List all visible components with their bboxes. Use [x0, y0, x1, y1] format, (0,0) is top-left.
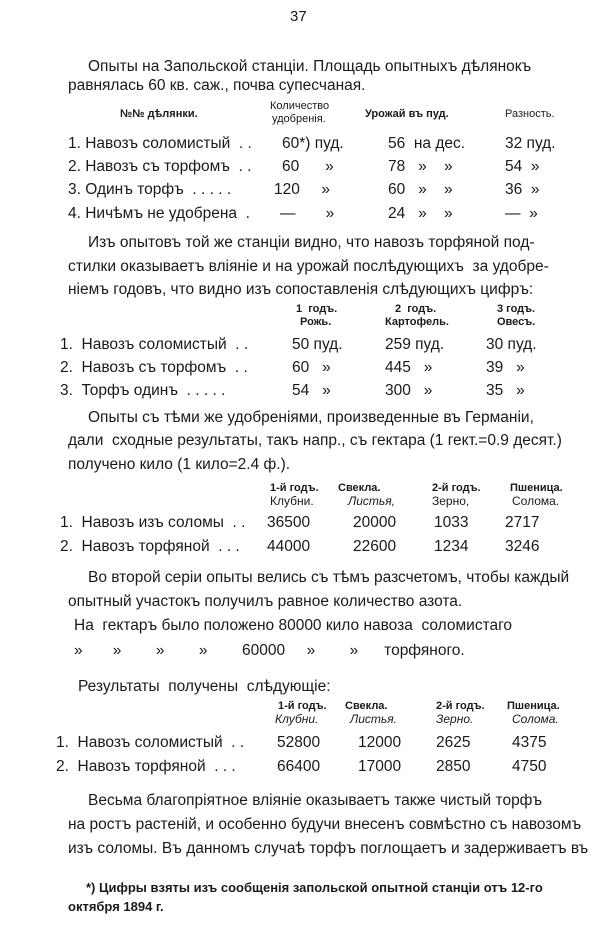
table-header: 1-й годъ.	[278, 700, 327, 712]
text-line: получено кило (1 кило=2.4 ф.).	[68, 456, 291, 473]
table-header: Свекла.	[345, 700, 388, 712]
row-label: 3. Торфъ одинъ . . . . .	[60, 382, 226, 399]
table-header: Пшеница.	[507, 700, 560, 712]
cell: 1033	[434, 514, 469, 531]
table-header: 2 годъ.	[395, 303, 437, 315]
table-header: Клубни.	[270, 494, 314, 508]
table-header: Зерно,	[432, 494, 470, 508]
table-header: Овесъ.	[497, 316, 536, 328]
cell: 2850	[436, 758, 471, 775]
table-header: Урожай въ пуд.	[365, 108, 449, 120]
cell: 4750	[512, 758, 547, 775]
text-line: На гектаръ было положено 80000 кило навоза соломистаго	[74, 617, 513, 634]
row-label: 2. Навозъ торфяной . . .	[56, 758, 236, 775]
cell: 60*) пуд.	[282, 135, 344, 152]
cell: 445 »	[385, 359, 433, 376]
cell: 2717	[505, 514, 540, 531]
text-line: Изъ опытовъ той же станціи видно, что навозъ торфяной под-	[88, 234, 535, 251]
row-label: 1. Навозъ изъ соломы . .	[60, 514, 246, 531]
text-line: дали сходные результаты, такъ напр., съ гектара (1 гект.=0.9 десят.)	[68, 432, 562, 449]
cell: 66400	[277, 758, 321, 775]
cell: 50 пуд.	[292, 336, 343, 353]
cell: — »	[280, 205, 335, 222]
table-header: Листья.	[350, 712, 397, 726]
cell: 36500	[267, 514, 311, 531]
table-header: Солома.	[512, 712, 559, 726]
cell: 35 »	[486, 382, 525, 399]
cell: 2625	[436, 734, 471, 751]
cell: 44000	[267, 538, 311, 555]
table-header: Пшеница.	[510, 482, 563, 494]
table-header: 1 годъ.	[296, 303, 338, 315]
text-line: Весьма благопріятное вліяніе оказываетъ также чистый торфъ	[88, 792, 543, 809]
table-header: 3 годъ.	[497, 303, 536, 315]
table-header: Клубни.	[275, 712, 319, 726]
cell: 36 »	[505, 181, 540, 198]
cell: 12000	[358, 734, 402, 751]
cell: 56 на дес.	[388, 135, 466, 152]
page-number: 37	[290, 8, 307, 25]
table-header: 2-й годъ.	[436, 700, 485, 712]
row-label: 4. Ничѣмъ не удобрена .	[68, 205, 250, 222]
text-line: на ростъ растеній, и особенно будучи внесенъ совмѣстно съ навозомъ	[68, 816, 582, 833]
text-line: » » » » 60000 » » торфяного.	[74, 642, 465, 659]
cell: 30 пуд.	[486, 336, 537, 353]
row-label: 1. Навозъ соломистый . .	[60, 336, 249, 353]
cell: 4375	[512, 734, 547, 751]
text-line: Во второй серіи опыты велись съ тѣмъ разсчетомъ, чтобы каждый	[88, 569, 570, 586]
table-header: 2-й годъ.	[432, 482, 481, 494]
cell: 3246	[505, 538, 540, 555]
cell: 54 »	[292, 382, 331, 399]
footnote-line: *) Цифры взяты изъ сообщенія запольской опытной станціи отъ 12-го	[86, 880, 543, 895]
cell: 54 »	[505, 158, 540, 175]
table-header: Свекла.	[338, 482, 381, 494]
cell: 60 »	[292, 359, 331, 376]
table-header: Количество	[270, 100, 330, 112]
text-line: Опыты съ тѣми же удобреніями, произведенные въ Германіи,	[88, 409, 534, 426]
paragraph-6: Результаты получены слѣдующіе:	[78, 678, 331, 695]
cell: 20000	[353, 514, 397, 531]
cell: 300 »	[385, 382, 433, 399]
text-line: равнялась 60 кв. саж., почва супесчаная.	[68, 77, 366, 94]
text-line: опытный участокъ получилъ равное количество азота.	[68, 593, 463, 610]
footnote-line: октября 1894 г.	[68, 899, 164, 914]
cell: 1234	[434, 538, 469, 555]
table-header: №№ дѣлянки.	[120, 108, 198, 120]
row-label: 1. Навозъ соломистый . .	[68, 135, 252, 152]
cell: 39 »	[486, 359, 525, 376]
row-label: 2. Навозъ торфяной . . .	[60, 538, 240, 555]
table-header: Разность.	[505, 108, 555, 120]
table-header: Картофель.	[385, 316, 449, 328]
text-line: ніемъ годовъ, что видно изъ сопоставленія слѣдующихъ цифръ:	[68, 281, 534, 298]
row-label: 2. Навозъ съ торфомъ . .	[60, 359, 248, 376]
cell: 60 » »	[388, 181, 453, 198]
table-header: 1-й годъ.	[270, 482, 319, 494]
table-header: удобренія.	[272, 113, 326, 125]
cell: — »	[505, 205, 538, 222]
cell: 17000	[358, 758, 402, 775]
text-line: Опыты на Запольской станціи. Площадь опытныхъ дѣлянокъ	[88, 58, 532, 75]
table-header: Рожь.	[300, 316, 332, 328]
cell: 32 пуд.	[505, 135, 556, 152]
text-line: изъ соломы. Въ данномъ случаѣ торфъ поглощаетъ и задерживаетъ въ	[68, 840, 589, 857]
cell: 22600	[353, 538, 397, 555]
row-label: 2. Навозъ съ торфомъ . .	[68, 158, 252, 175]
row-label: 1. Навозъ соломистый . .	[56, 734, 245, 751]
cell: 60 »	[282, 158, 334, 175]
cell: 24 » »	[388, 205, 453, 222]
cell: 52800	[277, 734, 321, 751]
cell: 120 »	[274, 181, 331, 198]
table-header: Зерно.	[436, 712, 474, 726]
table-header: Солома.	[512, 494, 560, 508]
table-header: Листья,	[348, 494, 395, 508]
cell: 259 пуд.	[385, 336, 445, 353]
text-line: стилки оказываетъ вліяніе и на урожай послѣдующихъ за удобре-	[68, 258, 549, 275]
row-label: 3. Одинъ торфъ . . . . .	[68, 181, 232, 198]
cell: 78 » »	[388, 158, 453, 175]
